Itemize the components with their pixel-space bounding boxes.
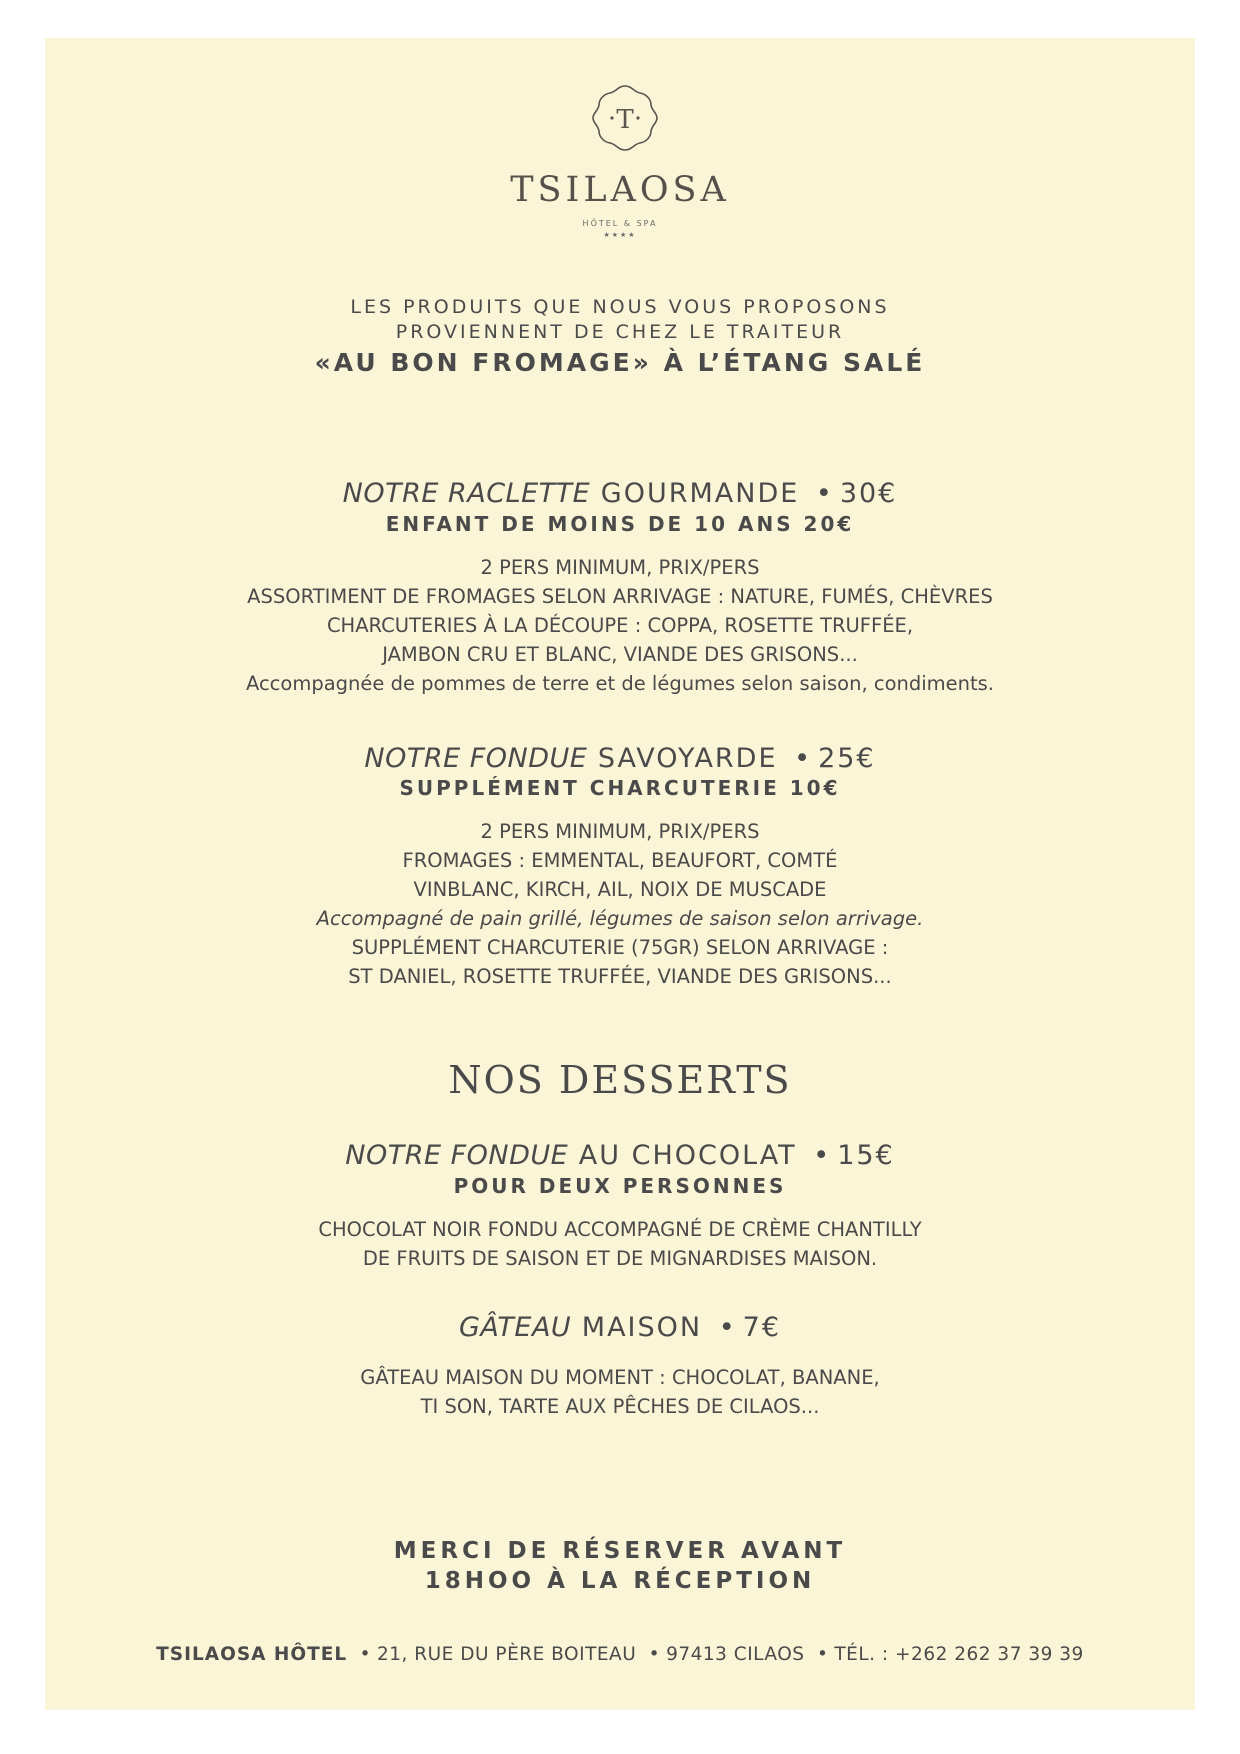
chocolat-title-rest: AU CHOCOLAT — [568, 1140, 797, 1171]
intro-line-1: LES PRODUITS QUE NOUS VOUS PROPOSONS — [350, 296, 890, 318]
fondue-line: SUPPLÉMENT CHARCUTERIE (75GR) SELON ARRIVAGE : — [351, 936, 889, 959]
chocolat-line: DE FRUITS DE SAISON ET DE MIGNARDISES MAISON. — [362, 1247, 878, 1270]
gateau-description — [45, 1363, 1195, 1421]
fondue-subtitle: SUPPLÉMENT CHARCUTERIE 10€ — [399, 776, 841, 800]
raclette-title — [45, 478, 1195, 509]
fondue-line: ST DANIEL, ROSETTE TRUFFÉE, VIANDE DES GRISONS... — [348, 965, 892, 988]
fondue-line: Accompagné de pain grillé, légumes de saison selon arrivage. — [316, 907, 924, 930]
raclette-line: CHARCUTERIES À LA DÉCOUPE : COPPA, ROSETTE TRUFFÉE, — [326, 614, 914, 637]
raclette-line: 2 PERS MINIMUM, PRIX/PERS — [480, 556, 760, 579]
fondue-title-italic: NOTRE FONDUE — [364, 743, 588, 774]
intro-supplier: «AU BON FROMAGE» À L’ÉTANG SALÉ — [314, 348, 926, 377]
chocolat-line: CHOCOLAT NOIR FONDU ACCOMPAGNÉ DE CRÈME CHANTILLY — [318, 1218, 922, 1241]
hotel-name: TSILAOSA — [510, 170, 730, 210]
separator-dot: • — [718, 1312, 737, 1343]
fondue-line: VINBLANC, KIRCH, AIL, NOIX DE MUSCADE — [413, 878, 827, 901]
chocolat-subtitle: POUR DEUX PERSONNES — [453, 1174, 787, 1198]
hotel-logo-emblem — [590, 83, 660, 153]
footer-city: 97413 CILAOS — [666, 1644, 805, 1665]
fondue-title-rest: SAVOYARDE — [587, 743, 778, 774]
raclette-description — [45, 553, 1195, 698]
gateau-title-italic: GÂTEAU — [458, 1312, 572, 1343]
gateau-price: 7€ — [742, 1312, 781, 1343]
hotel-stars: ★★★★ — [603, 231, 637, 239]
reservation-note-line-1: MERCI DE RÉSERVER AVANT — [393, 1538, 847, 1564]
raclette-line: ASSORTIMENT DE FROMAGES SELON ARRIVAGE : NATURE, FUMÉS, CHÈVRES — [247, 585, 993, 608]
raclette-title-rest: GOURMANDE — [590, 478, 800, 509]
desserts-heading: NOS DESSERTS — [448, 1058, 792, 1102]
intro-line-2: PROVIENNENT DE CHEZ LE TRAITEUR — [395, 321, 845, 343]
separator-dot: • — [794, 743, 813, 774]
fondue-description — [45, 817, 1195, 991]
separator-dot: • — [816, 1644, 829, 1665]
gateau-line: TI SON, TARTE AUX PÊCHES DE CILAOS... — [420, 1395, 820, 1418]
fondue-price: 25€ — [818, 743, 876, 774]
separator-dot: • — [813, 1140, 832, 1171]
fondue-line: 2 PERS MINIMUM, PRIX/PERS — [480, 820, 760, 843]
raclette-subtitle: ENFANT DE MOINS DE 10 ANS 20€ — [385, 512, 855, 536]
separator-dot: • — [815, 478, 834, 509]
chocolat-title — [45, 1140, 1195, 1171]
chocolat-price: 15€ — [837, 1140, 895, 1171]
logo-letter: T — [616, 105, 634, 135]
footer-hotel-name: TSILAOSA HÔTEL — [156, 1644, 348, 1665]
hotel-subtitle: HÔTEL & SPA — [582, 219, 658, 228]
raclette-title-italic: NOTRE RACLETTE — [342, 478, 591, 509]
chocolat-description — [45, 1215, 1195, 1273]
footer-contact — [45, 1644, 1195, 1665]
fondue-line: FROMAGES : EMMENTAL, BEAUFORT, COMTÉ — [402, 849, 838, 872]
raclette-line: JAMBON CRU ET BLANC, VIANDE DES GRISONS... — [382, 643, 858, 666]
gateau-title-rest: MAISON — [571, 1312, 703, 1343]
gateau-line: GÂTEAU MAISON DU MOMENT : CHOCOLAT, BANANE, — [360, 1366, 880, 1389]
menu-sheet — [45, 38, 1195, 1710]
raclette-line: Accompagnée de pommes de terre et de légumes selon saison, condiments. — [245, 672, 995, 695]
reservation-note-line-2: 18HOO À LA RÉCEPTION — [424, 1568, 816, 1594]
chocolat-title-italic: NOTRE FONDUE — [345, 1140, 569, 1171]
separator-dot: • — [359, 1644, 371, 1665]
raclette-price: 30€ — [839, 478, 898, 509]
footer-address: 21, RUE DU PÈRE BOITEAU — [376, 1644, 637, 1665]
fondue-title — [45, 743, 1195, 774]
separator-dot: • — [648, 1644, 661, 1665]
footer-phone: TÉL. : +262 262 37 39 39 — [834, 1644, 1084, 1665]
gateau-title — [45, 1312, 1195, 1343]
